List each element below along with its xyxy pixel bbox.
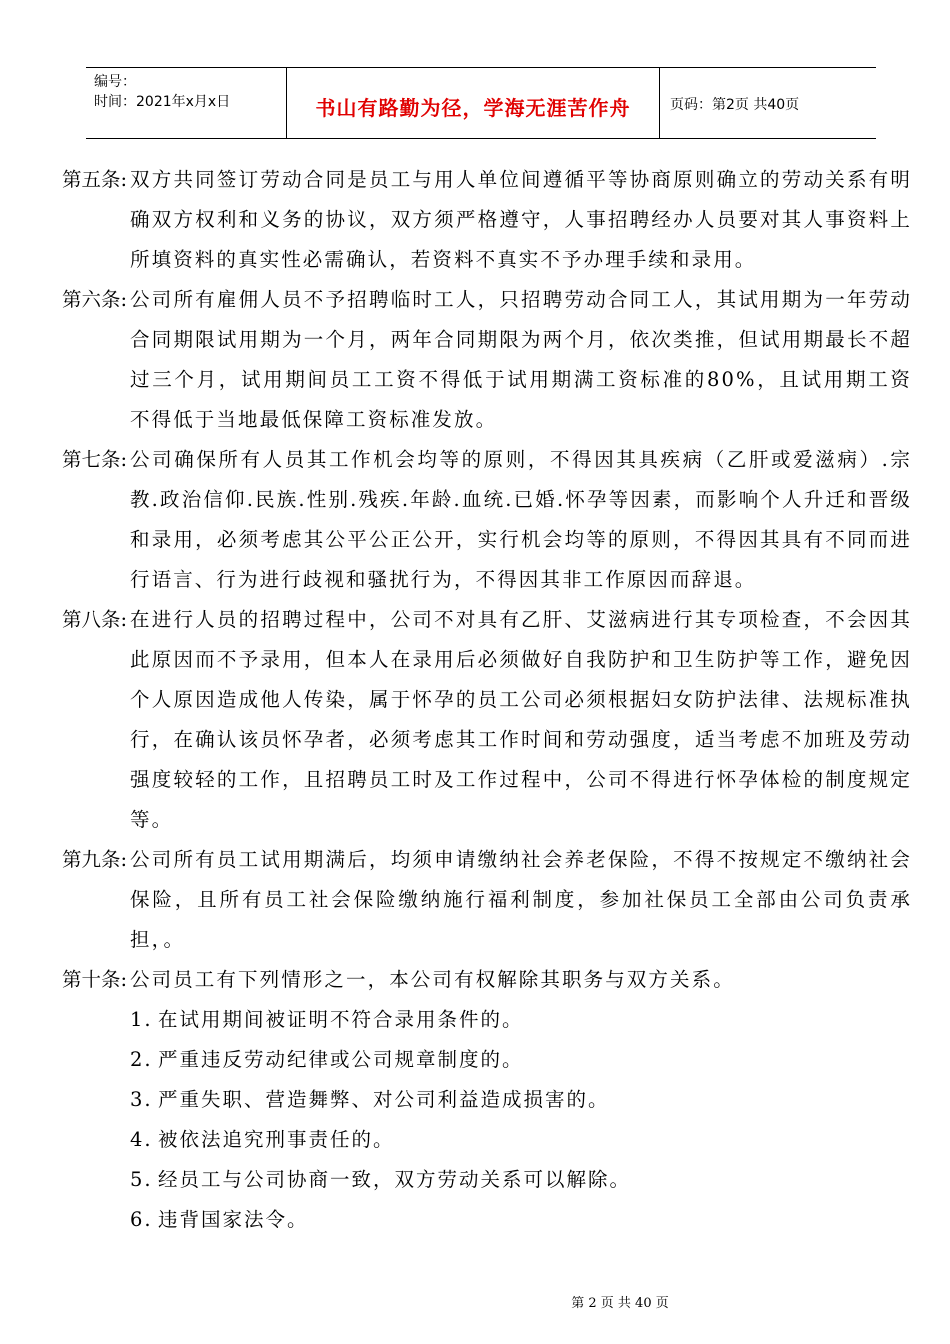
list-item <box>130 1160 912 1200</box>
article-label: 第八条: <box>62 608 128 631</box>
list-item <box>130 1120 912 1160</box>
article-10 <box>62 960 912 1000</box>
article-label: 第五条: <box>62 168 128 191</box>
list-item-text: 违背国家法令。 <box>158 1208 309 1231</box>
list-item-text: 在试用期间被证明不符合录用条件的。 <box>158 1008 524 1031</box>
article-label: 第六条: <box>62 288 128 311</box>
page-label: 页码：第2页 共40页 <box>670 97 800 113</box>
header-page-cell <box>660 68 876 138</box>
list-item-text: 经员工与公司协商一致，双方劳动关系可以解除。 <box>158 1168 632 1191</box>
article-text: 公司员工有下列情形之一，本公司有权解除其职务与双方关系。 <box>130 968 735 991</box>
time-label: 时间：2021年x月x日 <box>94 94 231 110</box>
list-item <box>130 1080 912 1120</box>
article-label: 第九条: <box>62 848 128 871</box>
article-7 <box>62 440 912 600</box>
list-item-number: 6. <box>130 1208 153 1231</box>
list-item-number: 4. <box>130 1128 153 1151</box>
article-8 <box>62 600 912 840</box>
header-table <box>86 67 876 139</box>
article-text: 在进行人员的招聘过程中，公司不对具有乙肝、艾滋病进行其专项检查，不会因其此原因而不予录用，但本人在录用后必须做好自我防护和卫生防护等工作，避免因个人原因造成他人传染，属于怀孕的员工公司必须根据妇女防护法律、法规标准执行，在确认该员怀孕者，必须考虑其工作时间和劳动强度，适当考虑不加班及劳动强度较轻的工作，且招聘员工时及工作过程中，公司不得进行怀孕体检的制度规定等。 <box>130 608 912 831</box>
article-text: 公司确保所有人员其工作机会均等的原则，不得因其具疾病（乙肝或爱滋病）.宗教.政治信仰.民族.性别.残疾.年龄.血统.已婚.怀孕等因素，而影响个人升迁和晋级和录用，必须考虑其公平公正公开，实行机会均等的原则，不得因其具有不同而进行语言、行为进行歧视和骚扰行为，不得因其非工作原因而辞退。 <box>130 448 912 591</box>
list-item <box>130 1000 912 1040</box>
list-item <box>130 1040 912 1080</box>
list-item-text: 严重失职、营造舞弊、对公司利益造成损害的。 <box>158 1088 610 1111</box>
list-item <box>130 1200 912 1240</box>
termination-list <box>130 1000 912 1240</box>
article-6 <box>62 280 912 440</box>
article-5 <box>62 160 912 280</box>
article-text: 公司所有员工试用期满后，均须申请缴纳社会养老保险，不得不按规定不缴纳社会保险，且所有员工社会保险缴纳施行福利制度，参加社保员工全部由公司负责承担，。 <box>130 848 912 951</box>
list-item-text: 严重违反劳动纪律或公司规章制度的。 <box>158 1048 524 1071</box>
article-text: 双方共同签订劳动合同是员工与用人单位间遵循平等协商原则确立的劳动关系有明确双方权利和义务的协议，双方须严格遵守，人事招聘经办人员要对其人事资料上所填资料的真实性必需确认，若资料不真实不予办理手续和录用。 <box>130 168 912 271</box>
list-item-number: 3. <box>130 1088 153 1111</box>
document-body <box>62 160 912 1240</box>
header-meta <box>86 68 286 138</box>
page-footer: 第 2 页 共 40 页 <box>571 1296 669 1311</box>
article-text: 公司所有雇佣人员不予招聘临时工人，只招聘劳动合同工人，其试用期为一年劳动合同期限试用期为一个月，两年合同期限为两个月，依次类推，但试用期最长不超过三个月，试用期间员工工资不得低于试用期满工资标准的80%，且试用期工资不得低于当地最低保障工资标准发放。 <box>130 288 912 431</box>
list-item-number: 5. <box>130 1168 153 1191</box>
article-label: 第十条: <box>62 968 128 991</box>
list-item-text: 被依法追究刑事责任的。 <box>158 1128 395 1151</box>
header-motto-cell <box>286 68 660 138</box>
number-label: 编号： <box>94 74 136 90</box>
list-item-number: 2. <box>130 1048 153 1071</box>
article-label: 第七条: <box>62 448 128 471</box>
motto-text: 书山有路勤为径，学海无涯苦作舟 <box>315 95 631 120</box>
list-item-number: 1. <box>130 1008 153 1031</box>
article-9 <box>62 840 912 960</box>
